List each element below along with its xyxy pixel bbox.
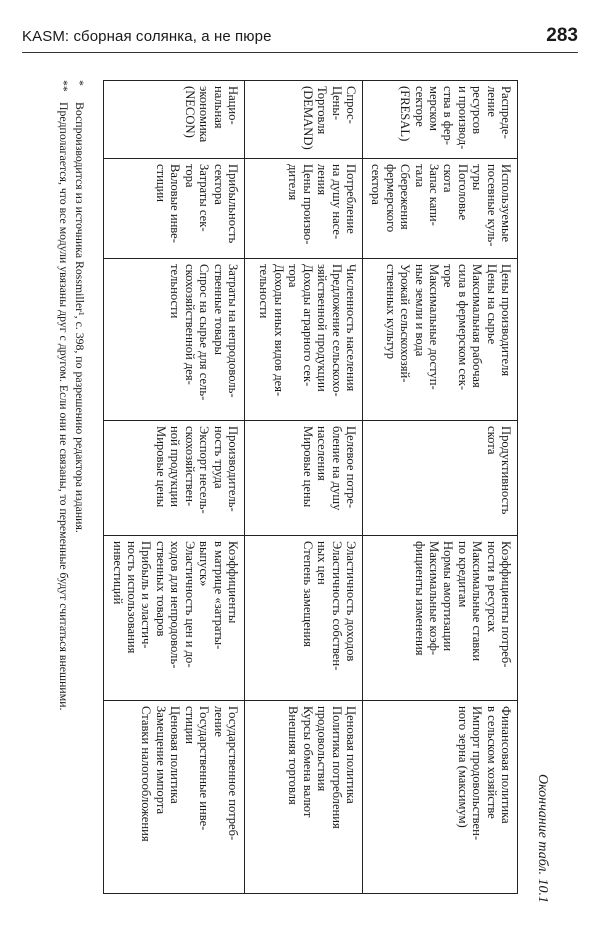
page-number: 283 xyxy=(546,25,578,46)
table-cell: Нацио- нальная экономика (NECON) xyxy=(104,81,245,159)
table-cell: Затраты на непродоволь- ственные товары Спрос на сырье для сель- скохозяйственной дея- тельности xyxy=(104,259,245,421)
footnotes xyxy=(56,80,88,893)
table-cell: Потребление на душу насе- ления Цены произво- дителя xyxy=(244,159,362,259)
table-cell: Используемые посевные куль- туры Поголовье скота Запас капи- тала Сбережения фермерского сектора xyxy=(362,159,517,259)
footnote xyxy=(56,80,72,893)
footnote xyxy=(72,80,88,893)
table-cell: Прибыльность сектора Затраты сек- тора Валовые инве- стиции xyxy=(104,159,245,259)
table-cell: Численность населения Предложение сельскохо- зяйственной продукции Доходы аграрного сек- тора Доходы иных видов дея- тельности xyxy=(244,259,362,421)
table-row xyxy=(362,81,517,894)
table-cell: Финансовая политика в сельском хозяйстве Импорт продовольствен- ного зерна (максимум) xyxy=(362,701,517,894)
running-title: KASM: сборная солянка, а не пюре xyxy=(22,28,272,45)
table-cell: Ценовая политика Политика потребления продовольствия Курсы обмена валют Внешняя торговля xyxy=(244,701,362,894)
table-row xyxy=(104,81,245,894)
footnote-text: Воспроизводится из источника Rossmiller¹, с. 398, по разрешению редактора издания. xyxy=(73,102,87,533)
table-cell: Спрос- Цены- Торговля (DEMAND) xyxy=(244,81,362,159)
table-cell: Эластичность доходов Эластичность собствен- ных цен Степень замещения xyxy=(244,536,362,701)
rotated-table-page xyxy=(36,64,556,909)
table-cell: Производитель- ность труда Экспорт несель- скохозяйствен- ной продукции Мировые цены xyxy=(104,421,245,536)
table-row xyxy=(244,81,362,894)
footnote-mark: * xyxy=(73,80,87,86)
table-cell: Распреде- ление ресурсов и производ- ства в фер- мерском секторе (FRESAL) xyxy=(362,81,517,159)
table-cell: Целевое потре- бление на душу населения Мировые цены xyxy=(244,421,362,536)
table-cell: Коэффициенты в матрице «затраты- выпуск» Эластичность цен и до- ходов для непродоволь- ственных товаров Прибыль и эластич- ность использования инвестиций xyxy=(104,536,245,701)
running-header xyxy=(22,25,578,56)
table-caption: Окончание табл. 10.1 xyxy=(535,774,550,903)
footnote-text: Предполагается, что все модули увязаны друг с другом. Если они не связаны, то переменные будут считаться внешними. xyxy=(57,102,71,711)
header-rule xyxy=(22,52,578,53)
footnote-mark: ** xyxy=(57,80,71,92)
table-cell: Государственное потреб- ление Государственные инве- стиции Ценовая политика Замещение импорта Ставки налогообложения xyxy=(104,701,245,894)
table-cell: Коэффициенты потреб- ности в ресурсах Максимальные ставки по кредитам Нормы амортизации Максимальные коэф- фициенты изменения xyxy=(362,536,517,701)
table-cell: Продуктивность скота xyxy=(362,421,517,536)
modules-table xyxy=(103,80,518,894)
table-cell: Цены производителя Цены на сырье Максимальная рабочая сила в фермерском сек- торе Максимальные доступ- ные земли и вода Урожай сельскохозяй- ственных культур xyxy=(362,259,517,421)
